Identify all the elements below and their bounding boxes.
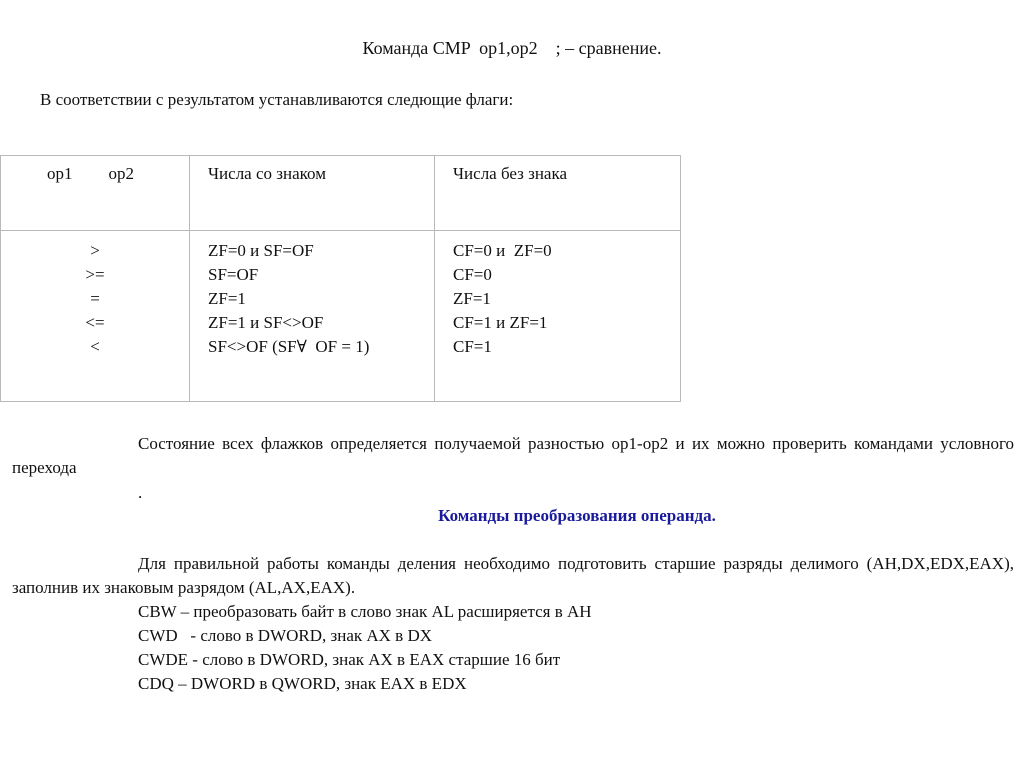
unsigned-cell [435,231,681,402]
intro-text: В соответствии с результатом устанавливаются следющие флаги: [40,90,514,109]
list-item: CWDE - слово в DWORD, знак AX в EAX старшие 16 бит [138,650,561,669]
table-row [1,231,681,402]
signed-condition: SF=OF [208,265,259,284]
list-item: CBW – преобразовать байт в слово знак AL расширяется в AH [138,602,592,621]
operator: < [90,337,100,356]
page-title: Команда CMP op1,op2 ; – сравнение. [362,38,662,58]
operator: > [90,241,100,260]
operator: >= [85,265,105,284]
dot-mark: . [138,483,143,502]
operator: <= [85,313,105,332]
header-signed: Числа со знаком [190,156,435,231]
unsigned-condition: CF=0 [453,265,492,284]
signed-condition: ZF=1 [208,289,246,308]
operator: = [90,289,100,308]
header-op2: op2 [108,164,134,183]
header-unsigned: Числа без знака [435,156,681,231]
signed-condition: SF<>OF (SF∀ OF = 1) [208,337,370,356]
unsigned-condition: CF=1 [453,337,492,356]
header-operands [1,156,190,231]
signed-condition: ZF=1 и SF<>OF [208,313,324,332]
flags-state-paragraph: Состояние всех флажков определяется получаемой разностью op1-op2 и их можно проверить командами условного перехода [12,434,1014,477]
list-item: CDQ – DWORD в QWORD, знак EAX в EDX [138,674,467,693]
header-op1: op1 [47,164,73,183]
operators-cell [1,231,190,402]
division-paragraph: Для правильной работы команды деления необходимо подготовить старшие разряды делимого (AH,DX,EDX,EAX), заполнив их знаковым разрядом (AL,AX,EAX). [12,554,1014,597]
conversion-commands-list [138,600,592,696]
signed-cell [190,231,435,402]
signed-condition: ZF=0 и SF=OF [208,241,314,260]
flags-table [0,155,681,402]
unsigned-condition: CF=0 и ZF=0 [453,241,552,260]
unsigned-condition: ZF=1 [453,289,491,308]
section-heading: Команды преобразования операнда. [438,506,716,525]
table-header-row [1,156,681,231]
list-item: CWD - слово в DWORD, знак AX в DX [138,626,433,645]
unsigned-condition: CF=1 и ZF=1 [453,313,548,332]
